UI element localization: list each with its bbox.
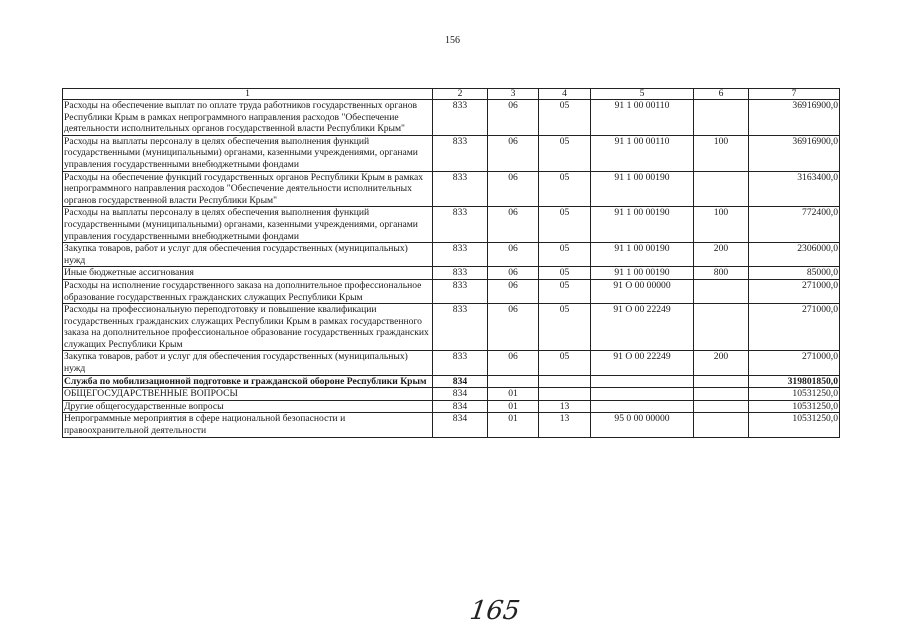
row-description: Закупка товаров, работ и услуг для обеспечения государственных (муниципальных) нужд <box>63 243 433 267</box>
row-expense-type <box>694 100 749 136</box>
row-subsection: 13 <box>539 413 591 437</box>
row-grbs: 833 <box>433 243 488 267</box>
row-expense-type <box>694 375 749 388</box>
row-description: Другие общегосударственные вопросы <box>63 400 433 413</box>
header-col-7: 7 <box>749 89 840 100</box>
handwritten-page-mark: 165 <box>467 596 522 626</box>
row-grbs: 833 <box>433 135 488 171</box>
row-section: 06 <box>488 100 539 136</box>
row-target-article: 91 1 00 00110 <box>591 135 694 171</box>
row-amount: 271000,0 <box>749 351 840 375</box>
row-grbs: 834 <box>433 413 488 437</box>
row-section: 01 <box>488 400 539 413</box>
header-col-6: 6 <box>694 89 749 100</box>
table-row <box>63 135 840 171</box>
row-target-article: 91 1 00 00190 <box>591 207 694 243</box>
row-subsection: 05 <box>539 207 591 243</box>
row-section: 06 <box>488 267 539 280</box>
row-amount: 2306000,0 <box>749 243 840 267</box>
row-amount: 10531250,0 <box>749 413 840 437</box>
header-col-5: 5 <box>591 89 694 100</box>
header-col-3: 3 <box>488 89 539 100</box>
header-col-2: 2 <box>433 89 488 100</box>
row-description: ОБЩЕГОСУДАРСТВЕННЫЕ ВОПРОСЫ <box>63 388 433 401</box>
row-section: 06 <box>488 243 539 267</box>
table-row <box>63 100 840 136</box>
row-section: 06 <box>488 207 539 243</box>
budget-table <box>62 88 840 438</box>
row-grbs: 833 <box>433 267 488 280</box>
row-description: Расходы на выплаты персоналу в целях обеспечения выполнения функций государственными (муниципальными) органами, казенными учреждениями, органами управления государственными внебюджетными фондами <box>63 207 433 243</box>
row-subsection: 05 <box>539 304 591 351</box>
page-number: 156 <box>445 35 460 46</box>
row-description: Служба по мобилизационной подготовке и гражданской обороне Республики Крым <box>63 375 433 388</box>
row-expense-type: 100 <box>694 135 749 171</box>
row-expense-type: 200 <box>694 351 749 375</box>
header-row <box>63 89 840 100</box>
row-subsection: 05 <box>539 267 591 280</box>
row-amount: 319801850,0 <box>749 375 840 388</box>
row-subsection: 05 <box>539 243 591 267</box>
row-amount: 3163400,0 <box>749 171 840 207</box>
table-row <box>63 171 840 207</box>
table-row <box>63 207 840 243</box>
row-section: 06 <box>488 135 539 171</box>
row-expense-type <box>694 171 749 207</box>
row-amount: 10531250,0 <box>749 400 840 413</box>
row-description: Непрограммные мероприятия в сфере национальной безопасности и правоохранительной деятельности <box>63 413 433 437</box>
table-row <box>63 388 840 401</box>
row-expense-type <box>694 279 749 303</box>
row-description: Расходы на исполнение государственного заказа на дополнительное профессиональное образование государственных гражданских служащих Республики Крым <box>63 279 433 303</box>
row-description: Иные бюджетные ассигнования <box>63 267 433 280</box>
row-grbs: 833 <box>433 207 488 243</box>
row-amount: 10531250,0 <box>749 388 840 401</box>
table-row <box>63 267 840 280</box>
row-amount: 85000,0 <box>749 267 840 280</box>
row-target-article <box>591 400 694 413</box>
row-target-article <box>591 375 694 388</box>
row-grbs: 834 <box>433 375 488 388</box>
row-subsection: 05 <box>539 171 591 207</box>
row-amount: 271000,0 <box>749 304 840 351</box>
row-expense-type: 100 <box>694 207 749 243</box>
row-expense-type: 800 <box>694 267 749 280</box>
row-amount: 772400,0 <box>749 207 840 243</box>
row-target-article <box>591 388 694 401</box>
row-expense-type <box>694 413 749 437</box>
header-col-4: 4 <box>539 89 591 100</box>
row-amount: 36916900,0 <box>749 135 840 171</box>
row-section <box>488 375 539 388</box>
row-subsection <box>539 375 591 388</box>
row-expense-type <box>694 388 749 401</box>
row-section: 06 <box>488 351 539 375</box>
row-grbs: 833 <box>433 100 488 136</box>
row-description: Расходы на обеспечение выплат по оплате труда работников государственных органов Республики Крым в рамках непрограммного направления расходов "Обеспечение деятельности исполнительных органов государственной власти Республики Крым" <box>63 100 433 136</box>
row-grbs: 833 <box>433 171 488 207</box>
table-row <box>63 413 840 437</box>
row-target-article: 91 1 00 00190 <box>591 267 694 280</box>
row-target-article: 91 1 00 00190 <box>591 171 694 207</box>
row-target-article: 91 1 00 00110 <box>591 100 694 136</box>
row-description: Закупка товаров, работ и услуг для обеспечения государственных (муниципальных) нужд <box>63 351 433 375</box>
row-section: 06 <box>488 304 539 351</box>
row-subsection: 05 <box>539 135 591 171</box>
row-grbs: 833 <box>433 279 488 303</box>
row-target-article: 91 О 00 00000 <box>591 279 694 303</box>
table-row <box>63 243 840 267</box>
table-row <box>63 279 840 303</box>
row-expense-type: 200 <box>694 243 749 267</box>
row-target-article: 95 0 00 00000 <box>591 413 694 437</box>
header-col-1: 1 <box>63 89 433 100</box>
row-description: Расходы на профессиональную переподготовку и повышение квалификации государственных гражданских служащих Республики Крым в рамках государственного заказа на дополнительное профессиональное образование государственных гражданских служащих Республики Крым <box>63 304 433 351</box>
row-target-article: 91 О 00 22249 <box>591 351 694 375</box>
row-section: 01 <box>488 388 539 401</box>
row-section: 06 <box>488 171 539 207</box>
row-grbs: 833 <box>433 351 488 375</box>
row-subsection: 05 <box>539 279 591 303</box>
row-section: 01 <box>488 413 539 437</box>
row-grbs: 833 <box>433 304 488 351</box>
row-amount: 271000,0 <box>749 279 840 303</box>
row-grbs: 834 <box>433 388 488 401</box>
row-section: 06 <box>488 279 539 303</box>
row-grbs: 834 <box>433 400 488 413</box>
table-row <box>63 400 840 413</box>
row-expense-type <box>694 304 749 351</box>
table-row <box>63 351 840 375</box>
table-row <box>63 304 840 351</box>
row-description: Расходы на обеспечение функций государственных органов Республики Крым в рамках непрограммного направления расходов "Обеспечение деятельности исполнительных органов государственной власти Республики Крым" <box>63 171 433 207</box>
row-subsection <box>539 388 591 401</box>
row-expense-type <box>694 400 749 413</box>
row-description: Расходы на выплаты персоналу в целях обеспечения выполнения функций государственными (муниципальными) органами, казенными учреждениями, органами управления государственными внебюджетными фондами <box>63 135 433 171</box>
table-row-agency-total <box>63 375 840 388</box>
row-subsection: 05 <box>539 100 591 136</box>
row-target-article: 91 1 00 00190 <box>591 243 694 267</box>
row-subsection: 13 <box>539 400 591 413</box>
row-target-article: 91 О 00 22249 <box>591 304 694 351</box>
row-amount: 36916900,0 <box>749 100 840 136</box>
row-subsection: 05 <box>539 351 591 375</box>
